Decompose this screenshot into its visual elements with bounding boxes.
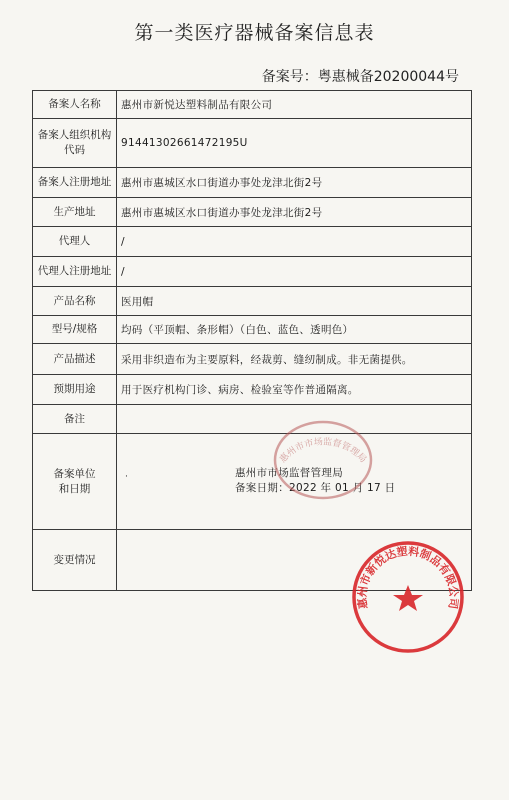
table-row [33,198,472,227]
row-label: 产品名称 [33,287,117,316]
table-row [33,91,472,119]
registration-value [117,434,472,530]
row-label: 生产地址 [33,198,117,227]
agent-address-value: / [117,257,472,287]
page-title: 第一类医疗器械备案信息表 [134,22,375,44]
row-label: 代理人 [33,227,117,257]
table-row [33,227,472,257]
filer-name-value: 惠州市新悦达塑料制品有限公司 [117,91,472,119]
table-row [33,375,472,405]
table-row [33,119,472,168]
authority-seal-text: 惠州市市场监督管理局 [278,437,368,466]
prod-address-value: 惠州市惠城区水口街道办事处龙津北街2号 [117,198,472,227]
row-label: 备案人注册地址 [33,168,117,198]
registration-label-line2: 和日期 [58,482,91,495]
table-row [33,287,472,316]
record-number: 备案号：粤惠械备20200044号 [261,69,459,85]
row-label: 产品描述 [33,344,117,375]
table-row [33,257,472,287]
table-row [33,168,472,198]
row-label: 备注 [33,405,117,434]
row-label: 备案人组织机构代码 [33,119,117,168]
row-label: 代理人注册地址 [33,257,117,287]
table-row [33,405,472,434]
model-spec-value: 均码（平顶帽、条形帽）（白色、蓝色、透明色） [117,316,472,344]
description-value: 采用非织造布为主要原料，经裁剪、缝纫制成。非无菌提供。 [117,344,472,375]
registration-authority: 惠州市市场监督管理局 [235,467,343,479]
info-table [32,90,472,591]
remarks-value [117,405,472,434]
company-seal-text: 惠州市新悦达塑料制品有限公司 [355,544,461,610]
table-row [33,344,472,375]
product-name-value: 医用帽 [117,287,472,316]
table-row [33,530,472,591]
row-label: 型号/规格 [33,316,117,344]
intended-use-value: 用于医疗机构门诊、病房、检验室等作普通隔离。 [117,375,472,405]
table-row [33,316,472,344]
row-label: 预期用途 [33,375,117,405]
org-code-value: 91441302661472195U [117,119,472,168]
dot-mark: · [125,472,129,482]
agent-value: / [117,227,472,257]
row-label [33,434,117,530]
registration-date: 备案日期：2022 年 01 月 17 日 [235,482,396,494]
changes-value [117,530,472,591]
table-row [33,434,472,530]
row-label: 备案人名称 [33,91,117,119]
row-label: 变更情况 [33,530,117,591]
registration-label-line1: 备案单位 [53,467,96,480]
reg-address-value: 惠州市惠城区水口街道办事处龙津北街2号 [117,168,472,198]
